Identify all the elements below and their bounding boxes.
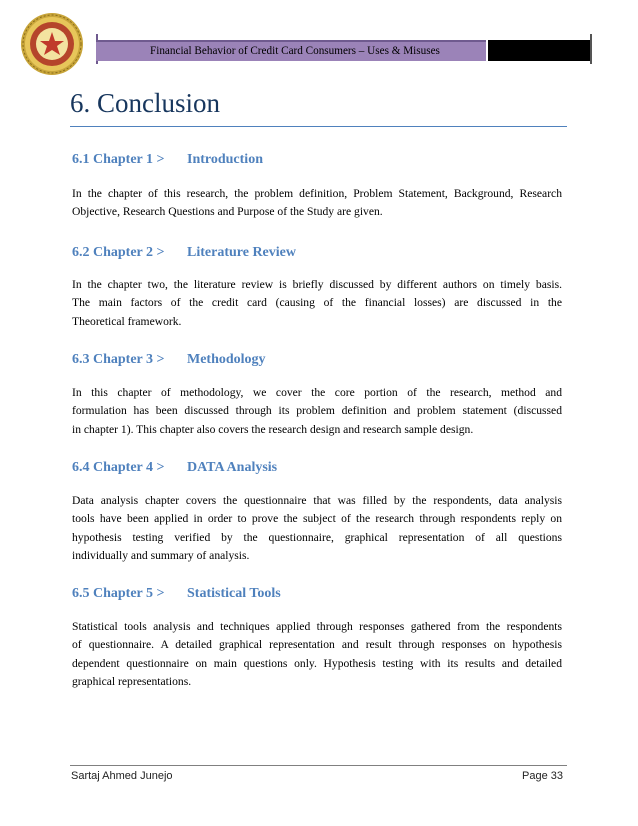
paragraph-line: Data analysis chapter covers the questionnaire that was filled by the respondents, data analysis xyxy=(72,494,562,507)
paragraph-line: In the chapter of this research, the problem definition, Problem Statement, Background, Research xyxy=(72,187,562,200)
paragraph-line: formulation has been discussed through its problem definition and problem statement (discussed xyxy=(72,404,562,418)
header-divider-right xyxy=(590,34,592,64)
paragraph-line: of questionnaire. A detailed graphical representation and result through responses on hypothesis xyxy=(72,638,562,652)
section-heading-5 xyxy=(72,586,281,602)
section-heading-2 xyxy=(72,245,296,261)
section-label: 6.3 Chapter 3 > xyxy=(72,352,165,367)
section-label: 6.4 Chapter 4 > xyxy=(72,460,165,475)
section-paragraph-4 xyxy=(72,492,562,566)
header-bar xyxy=(96,40,486,61)
paragraph-line: tools have been applied in order to prove the subject of the research through respondents reply on xyxy=(72,512,562,526)
section-title: Methodology xyxy=(187,352,266,367)
section-title: DATA Analysis xyxy=(187,460,278,475)
header-title: Financial Behavior of Credit Card Consumers – Uses & Misuses xyxy=(150,45,440,57)
footer-author: Sartaj Ahmed Junejo xyxy=(71,770,173,782)
paragraph-line: in chapter 1). This chapter also covers the research design and research sample design. xyxy=(72,422,474,436)
section-label: 6.5 Chapter 5 > xyxy=(72,586,165,601)
paragraph-line: dependent questionnaire on main questions only. Hypothesis testing with its results and detailed xyxy=(72,656,562,670)
footer-page-number: Page 33 xyxy=(522,770,563,782)
section-heading-4 xyxy=(72,460,278,476)
section-title: Introduction xyxy=(187,152,263,167)
paragraph-line: hypothesis testing verified by the questionnaire, graphical representation of all questions xyxy=(72,530,562,544)
paragraph-line: In this chapter of methodology, we cover the core portion of the research, method and xyxy=(72,386,562,399)
footer-rule xyxy=(70,765,567,766)
section-paragraph-3 xyxy=(72,384,562,439)
section-paragraph-2 xyxy=(72,276,562,331)
paragraph-line: graphical representations. xyxy=(72,675,192,689)
paragraph-line: Objective, Research Questions and Purpose of the Study are given. xyxy=(72,205,383,219)
section-paragraph-5 xyxy=(72,618,562,692)
page-title: 6. Conclusion xyxy=(70,88,221,118)
university-seal-icon xyxy=(20,12,84,76)
section-heading-3 xyxy=(72,352,266,368)
section-title: Literature Review xyxy=(187,245,296,260)
paragraph-line: Statistical tools analysis and techniques applied through responses gathered from the respondents xyxy=(72,620,562,633)
section-label: 6.1 Chapter 1 > xyxy=(72,152,165,167)
paragraph-line: The main factors of the credit card (causing of the financial losses) are discussed in the xyxy=(72,296,562,310)
section-heading-1 xyxy=(72,152,263,168)
title-underline xyxy=(70,126,567,127)
paragraph-line: Theoretical framework. xyxy=(72,314,182,328)
section-paragraph-1 xyxy=(72,185,562,222)
paragraph-line: individually and summary of analysis. xyxy=(72,549,250,563)
paragraph-line: In the chapter two, the literature review is briefly discussed by different authors on timely basis. xyxy=(72,278,562,291)
section-title: Statistical Tools xyxy=(187,586,281,601)
section-label: 6.2 Chapter 2 > xyxy=(72,245,165,260)
header-black-block xyxy=(488,40,592,61)
